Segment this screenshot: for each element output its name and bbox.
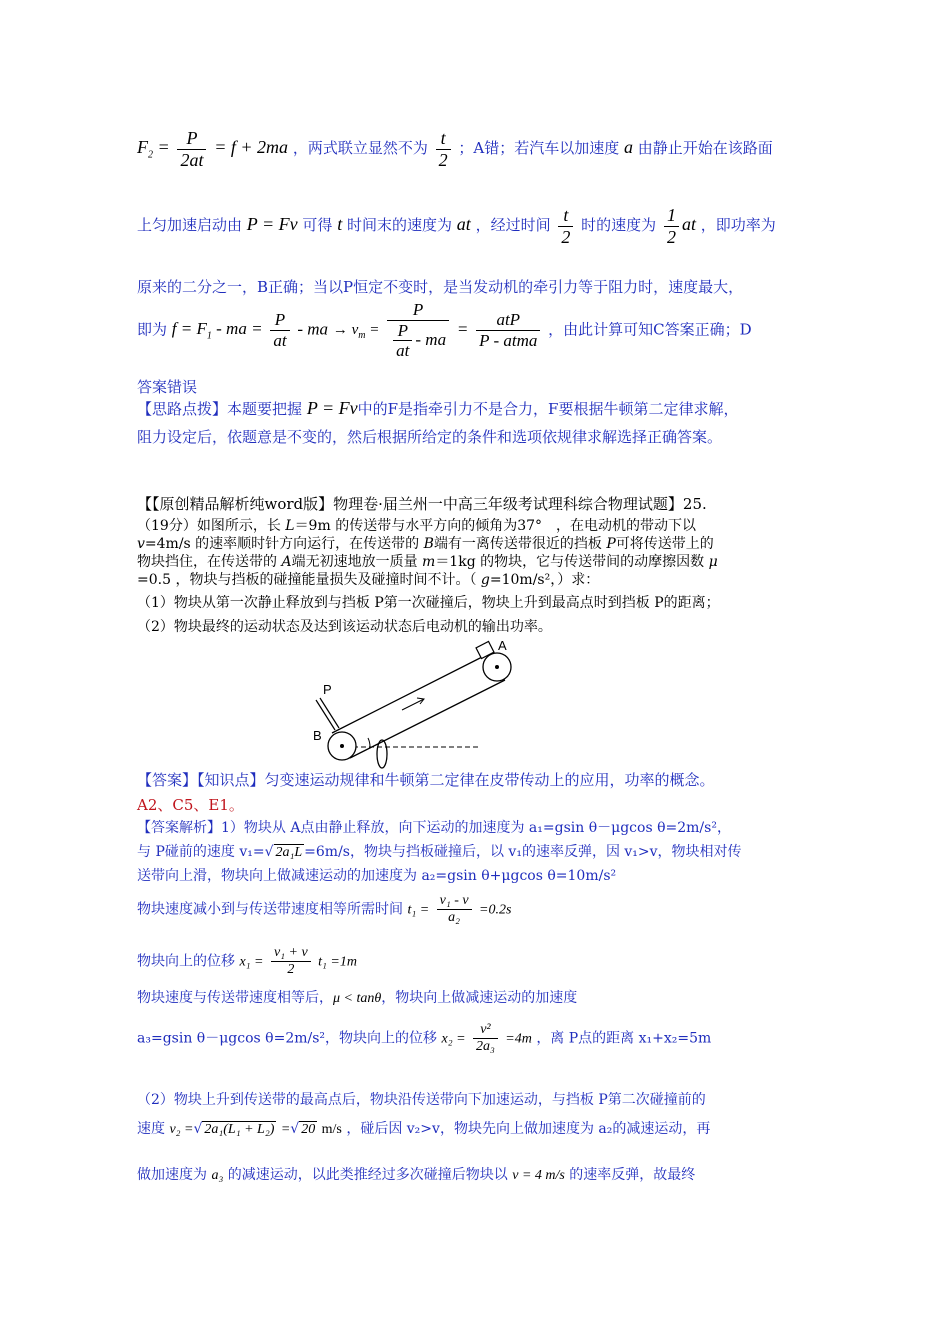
explanation-line-4: 即为 $f = F_1$ - ma = $\frac{P}{at}$ - ma → $v_m$ = P $\frac{P}{at}$ - ma = $\frac{\text{atP}}{\text{P - atma}}$ ，由此计算可知C答案正确；D — [137, 300, 752, 361]
conveyor-belt-diagram — [290, 630, 550, 770]
analysis-line-4: 物块速度减小到与传送带速度相等所需时间 t₁ = $\frac{\text{v₁ - v}}{\text{a₂}}$ =0.2s — [137, 893, 512, 926]
analysis-line-2: 与 P碰前的速度 v₁=√ 2a₁L =6m/s，物块与挡板碰撞后，以 v₁的速率反弹，因 v₁>v，物块相对传 — [137, 844, 742, 860]
explanation-line-6: 【思路点拨】本题要把握 P = Fv中的F是指牵引力不是合力，F要根据牛顿第二定律求解， — [137, 398, 739, 418]
question-part-1: （1）物块从第一次静止释放到与挡板 P第一次碰撞后，物块上升到最高点时到挡板 P的距离； — [137, 595, 720, 611]
question-part-2: （2）物块最终的运动状态及达到该运动状态后电动机的输出功率。 — [137, 619, 552, 635]
analysis-line-7: a₃=gsin θ－μgcos θ=2m/s²，物块向上的位移 x₂ = $\frac{\text{v²}}{\text{2a₃}}$ =4m ，离 P点的距离 x₁+x₂=5m — [137, 1022, 712, 1055]
question-line-5: =0.5 ，物块与挡板的碰撞能量损失及碰撞时间不计。（ g=10m/s²，）求： — [137, 572, 600, 588]
question-line-3: v=4m/s 的速率顺时针方向运行，在传送带的 B端有一离传送带很近的挡板 P可将传送带上的 — [137, 536, 714, 552]
analysis-line-8: （2）物块上升到传送带的最高点后，物块沿传送带向下加速运动，与挡板 P第二次碰撞前的 — [137, 1092, 706, 1108]
explanation-line-3: 原来的二分之一，B正确；当以P恒定不变时，是当发动机的牵引力等于阻力时，速度最大， — [137, 278, 744, 296]
analysis-line-6: 物块速度与传送带速度相等后，μ < tanθ，物块向上做减速运动的加速度 — [137, 990, 578, 1006]
analysis-line-5: 物块向上的位移 x₁ = $\frac{\text{v₁ + v}}{2}$ t₁ =1m — [137, 945, 357, 978]
explanation-line-2: 上匀加速启动由 P = Fv 可得 t 时间末的速度为 at ，经过时间 $\frac{t}{2}$ 时的速度为 $\frac{1}{2}$ at ，即功率为 — [137, 205, 776, 247]
direction-arrow — [402, 699, 424, 710]
answer-line-1: 【答案】【知识点】匀变速运动规律和牛顿第二定律在皮带传动上的应用，功率的概念。 — [137, 771, 715, 789]
analysis-line-10: 做加速度为 a₃ 的减速运动，以此类推经过多次碰撞后物块以 v = 4 m/s 的速率反弹，故最终 — [137, 1167, 696, 1183]
analysis-line-9: 速度 v₂ =√ 2a₁(L₁ + L₂) =√ 20 m/s ，碰后因 v₂>v，物块先向上做加速度为 a₂的减速运动，再 — [137, 1121, 711, 1137]
label-b: B — [313, 728, 322, 743]
explanation-line-7: 阻力设定后，依题意是不变的，然后根据所给定的条件和选项依规律求解选择正确答案。 — [137, 428, 723, 446]
baffle-p — [316, 700, 335, 730]
explanation-line-1: $F_2$ = $\frac{P}{2at}$ = f + 2ma ，两式联立显然不为 $\frac{t}{2}$ ；A错；若汽车以加速度 a 由静止开始在该路面 — [137, 128, 773, 170]
explanation-line-5: 答案错误 — [137, 378, 198, 396]
belt-lower — [350, 680, 505, 758]
question-line-4: 物块挡住，在传送带的 A端无初速地放一质量 m＝1kg 的物块，它与传送带间的动摩擦因数 μ — [137, 554, 718, 570]
angle-arc — [368, 738, 370, 747]
question-line-1: 【【原创精品解析纯word版】物理卷·届兰州一中高三年级考试理科综合物理试题】25. — [137, 495, 707, 513]
analysis-line-1: 【答案解析】1）物块从 A点由静止释放，向下运动的加速度为 a₁=gsin θ－μgcos θ=2m/s²， — [137, 820, 731, 836]
analysis-line-3: 送带向上滑，物块向上做减速运动的加速度为 a₂=gsin θ+μgcos θ=10m/s² — [137, 868, 617, 884]
motor-ellipse — [377, 740, 387, 768]
label-a: A — [498, 638, 507, 653]
question-line-2: （19分）如图所示，长 L＝9m 的传送带与水平方向的倾角为37° ，在电动机的带动下以 — [137, 518, 697, 534]
label-p: P — [323, 682, 332, 697]
belt-upper — [332, 653, 490, 733]
knowledge-codes: A2、C5、E1。 — [137, 796, 244, 814]
